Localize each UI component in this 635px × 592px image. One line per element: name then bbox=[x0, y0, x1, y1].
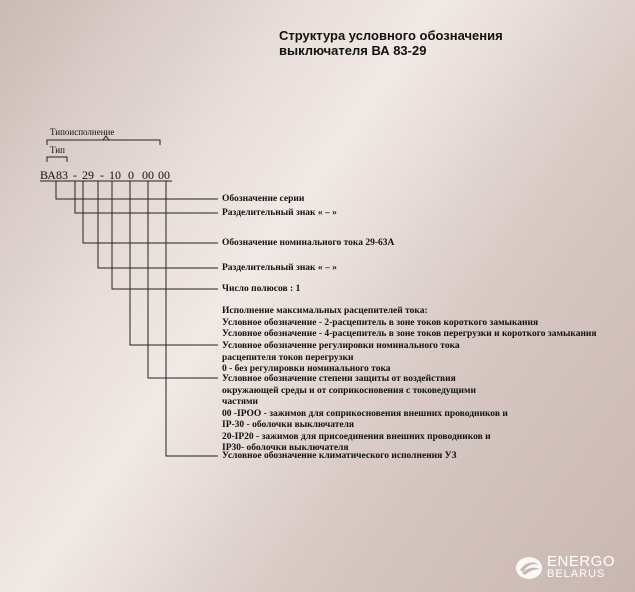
adjust-line-1: Условное обозначение регулировки номинального тока bbox=[222, 341, 460, 351]
code-releases: 0 bbox=[128, 168, 134, 182]
connector-poles bbox=[112, 181, 218, 289]
connector-releases bbox=[130, 181, 218, 345]
brand-logo bbox=[513, 553, 616, 588]
type-brace-label: Тип bbox=[50, 145, 65, 155]
connector-adjust bbox=[148, 181, 218, 378]
connector-series bbox=[56, 181, 218, 199]
connector-climate bbox=[166, 181, 218, 456]
title-line-2: выключателя ВА 83-29 bbox=[279, 43, 427, 58]
protection-line-2: окружающей среды и от соприкосновения с токоведущими bbox=[222, 385, 476, 396]
label-poles: Число полюсов : 1 bbox=[222, 284, 301, 294]
code-climate: 00 bbox=[158, 168, 170, 182]
label-sep-1: Разделительный знак « – » bbox=[222, 208, 337, 218]
connector-current bbox=[83, 181, 218, 243]
code-current: 29 bbox=[82, 168, 94, 182]
protection-line-7: IP30- оболочки выключателя bbox=[222, 443, 349, 453]
code-protection: 00 bbox=[142, 168, 154, 182]
connector-sep-2 bbox=[98, 181, 218, 268]
protection-line-5: IP-30 - оболочки выключателя bbox=[222, 420, 355, 430]
logo-text-belarus: BELARUS bbox=[547, 568, 606, 580]
label-adjust bbox=[222, 341, 460, 376]
protection-line-6: 20-IP20 - зажимов для присоединения внешних проводников и bbox=[222, 431, 491, 442]
type-brace bbox=[47, 157, 67, 162]
releases-line-2: Условное обозначение - 2-расцепитель в зоне токов короткого замыкания bbox=[222, 317, 539, 328]
label-climate: Условное обозначение климатического исполнения УЗ bbox=[222, 451, 457, 461]
title-line-1: Структура условного обозначения bbox=[279, 28, 503, 43]
releases-line-1: Исполнение максимальных расцепителей тока: bbox=[222, 306, 428, 316]
execution-brace-tip bbox=[103, 136, 109, 140]
releases-line-3: Условное обозначение - 4-расцепитель в зоне токов перегрузки и короткого замыкания bbox=[222, 329, 597, 339]
label-series: Обозначение серии bbox=[222, 194, 305, 204]
protection-line-4: 00 -IPOO - зажимов для соприкосновения внешних проводников и bbox=[222, 408, 508, 419]
adjust-line-2: расцепителя токов перегрузки bbox=[222, 352, 354, 363]
code-model: 83 bbox=[56, 168, 68, 182]
label-current: Обозначение номинального тока 29-63А bbox=[222, 238, 395, 248]
code-poles: 10 bbox=[109, 168, 121, 182]
execution-brace bbox=[47, 140, 160, 145]
adjust-line-3: 0 - без регулировки номинального тока bbox=[222, 364, 391, 374]
protection-line-1: Условное обозначение степени защиты от воздействия bbox=[222, 374, 456, 384]
logo-icon bbox=[513, 553, 545, 583]
logo-text-energo: ENERGO bbox=[547, 553, 616, 570]
connector-sep-1 bbox=[75, 181, 218, 213]
label-sep-2: Разделительный знак « – » bbox=[222, 263, 337, 273]
code-sep-1: - bbox=[73, 168, 77, 182]
code-sep-2: - bbox=[100, 168, 104, 182]
execution-brace-label: Типоисполнение bbox=[50, 127, 115, 137]
protection-line-3: частями bbox=[222, 397, 258, 407]
code-series: ВА bbox=[40, 168, 56, 182]
label-protection bbox=[222, 374, 508, 455]
label-releases bbox=[222, 306, 597, 341]
